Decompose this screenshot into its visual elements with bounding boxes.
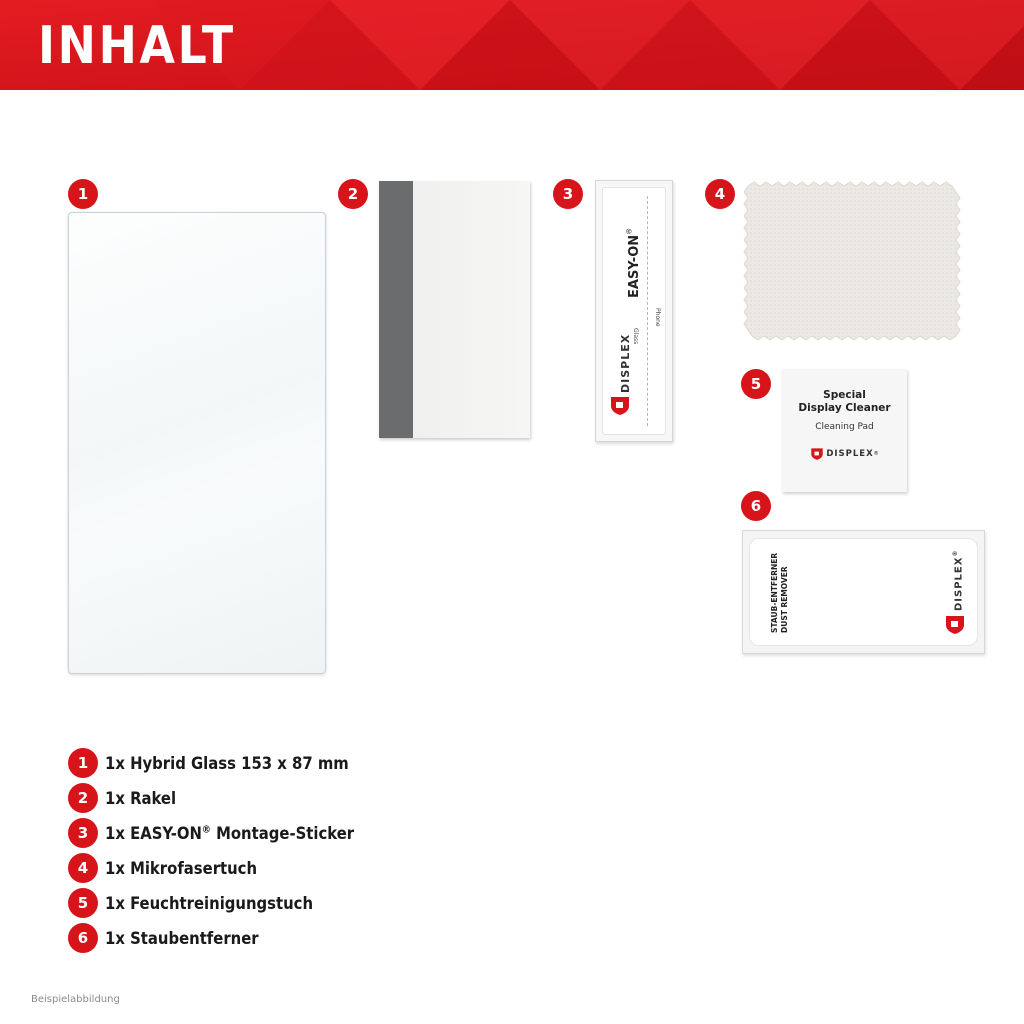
dust-remover-line1: STAUB-ENTFERNER	[770, 552, 779, 633]
dust-remover-line2: DUST REMOVER	[780, 566, 789, 633]
list-item-text: 1x EASY-ON	[105, 823, 202, 843]
list-badge: 1	[68, 748, 98, 778]
hybrid-glass-image	[68, 212, 326, 674]
cleaner-title-line2: Display Cleaner	[798, 402, 891, 414]
rakel-image	[379, 181, 530, 438]
list-item-text: 1x Rakel	[105, 788, 177, 808]
dust-reg-mark: ®	[952, 549, 959, 557]
item-3-badge: 3	[553, 179, 583, 209]
displex-shield-icon	[944, 613, 966, 635]
list-item-text: 1x Feuchtreinigungstuch	[105, 893, 314, 913]
sticker-logo-text: DISPLEX	[619, 333, 632, 393]
list-item-text-after: Montage-Sticker	[210, 823, 355, 843]
dust-logo	[952, 550, 964, 611]
sticker-reg-mark: ®	[625, 227, 634, 235]
cleaner-title-line1: Special	[823, 389, 866, 401]
list-item	[68, 748, 349, 778]
item-2-badge: 2	[338, 179, 368, 209]
dust-remover-inner	[749, 538, 978, 646]
display-cleaner-pad-image	[782, 369, 907, 492]
sticker-label-phone: Phone	[654, 308, 661, 327]
sticker-label-glass: Glass	[632, 328, 639, 345]
sticker-inner	[602, 187, 666, 435]
easy-on-sticker-image	[595, 180, 673, 442]
rakel-body	[413, 181, 530, 438]
list-badge: 5	[68, 888, 98, 918]
list-badge: 3	[68, 818, 98, 848]
dust-remover-label	[770, 553, 790, 633]
list-reg-mark: ®	[201, 824, 211, 835]
item-4-badge: 4	[705, 179, 735, 209]
list-item-text: 1x Mikrofasertuch	[105, 858, 258, 878]
list-item-text-group	[105, 824, 354, 843]
dust-logo-text: DISPLEX	[953, 556, 965, 611]
microfiber-cloth-image	[742, 180, 962, 342]
page-title: INHALT	[38, 16, 236, 76]
list-item	[68, 783, 176, 813]
cleaner-reg-mark: ®	[873, 450, 879, 457]
displex-shield-icon	[609, 394, 631, 416]
cleaner-subtitle: Cleaning Pad	[815, 422, 874, 432]
cleaner-title	[782, 389, 907, 415]
sticker-dashed-line	[647, 196, 648, 426]
list-item	[68, 853, 257, 883]
cleaner-logo	[782, 446, 907, 461]
item-5-badge: 5	[741, 369, 771, 399]
sticker-brand	[623, 228, 642, 298]
footer-note: Beispielabbildung	[31, 994, 120, 1005]
list-item	[68, 818, 354, 848]
rakel-felt-edge	[379, 181, 413, 438]
displex-shield-icon	[810, 446, 824, 461]
list-item	[68, 923, 259, 953]
list-item-text: 1x Staubentferner	[105, 928, 259, 948]
list-badge: 4	[68, 853, 98, 883]
item-1-badge: 1	[68, 179, 98, 209]
list-badge: 6	[68, 923, 98, 953]
header-banner	[0, 0, 1024, 90]
item-6-badge: 6	[741, 491, 771, 521]
list-badge: 2	[68, 783, 98, 813]
cleaner-logo-text: DISPLEX	[826, 448, 874, 459]
list-item	[68, 888, 313, 918]
dust-remover-image	[742, 530, 985, 654]
sticker-brand-text: EASY-ON	[627, 234, 642, 298]
list-item-text: 1x Hybrid Glass 153 x 87 mm	[105, 753, 349, 773]
